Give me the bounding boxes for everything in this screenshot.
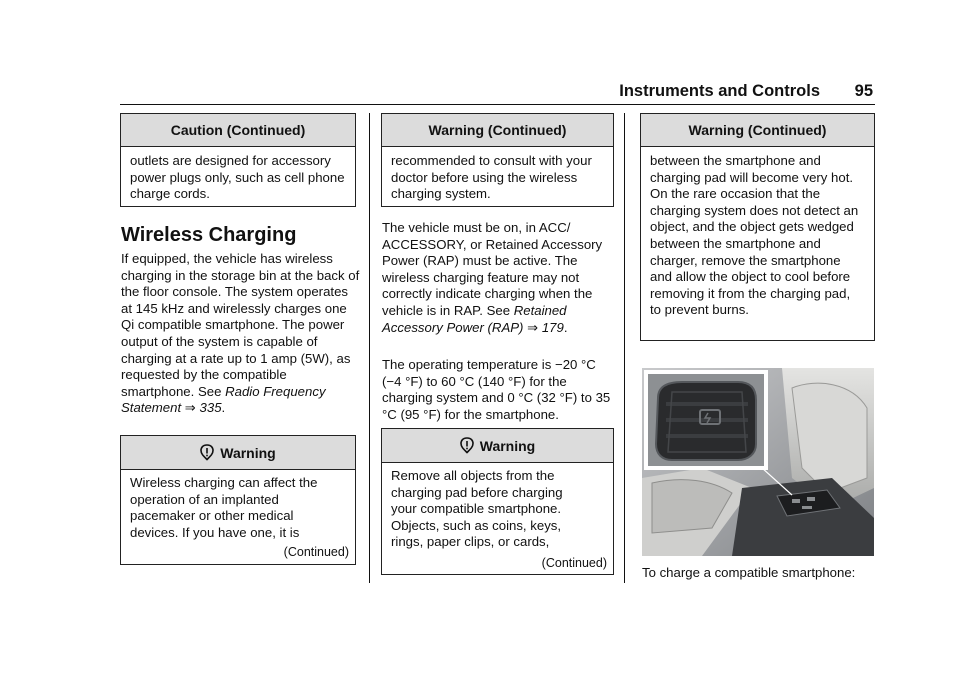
- warning-continued-box: [381, 113, 614, 207]
- operating-temperature-paragraph: The operating temperature is −20 °C (−4 °F) to 60 °C (140 °F) for the charging system and 0 °C (32 °F) to 35 °C (95 °F) for the smartphone.: [382, 357, 611, 422]
- page-header: [615, 82, 875, 104]
- warning-body: Remove all objects from the charging pad before charging your compatible smartphone. Objects, such as coins, keys, rings, paper clips, or cards,: [391, 468, 563, 550]
- page-ref-arrow-icon: ⇒: [527, 319, 539, 335]
- header-rule: [120, 104, 875, 105]
- warning-continued-box-2: [640, 113, 875, 341]
- paragraph-text: If equipped, the vehicle has wireless charging in the storage bin at the back of the floor console. The system operates at 145 kHz and wirelessly charges one Qi compatible smartphone. The power output of the system is capable of charging at a rate up to 1 amp (5W), as requested by the compatible smartphone. See: [121, 251, 360, 399]
- warning-continued-title: Warning (Continued): [641, 114, 874, 147]
- photo-caption: To charge a compatible smartphone:: [642, 565, 856, 580]
- page-ref-number[interactable]: 179: [541, 319, 564, 335]
- warning-continued-body: recommended to consult with your doctor before using the wireless charging system.: [391, 153, 592, 202]
- page-number: 95: [854, 82, 873, 100]
- warning-continued-title: Warning (Continued): [382, 114, 613, 147]
- continued-label: (Continued): [283, 545, 349, 559]
- sentence-end: .: [221, 400, 226, 416]
- warning-body: Wireless charging can affect the operation of an implanted pacemaker or other medical devices. If you have one, it is: [130, 475, 318, 540]
- warning-title: Warning: [479, 438, 536, 454]
- column-divider-1: [369, 113, 370, 583]
- continued-label: (Continued): [541, 556, 607, 570]
- warning-header: [382, 429, 613, 463]
- warning-continued-body: between the smartphone and charging pad will become very hot. On the rare occasion that the charging system does not detect an object, and the object gets wedged between the smartphone and charger, remove the smartphone and allow the object to cool before removing it from the charging pad, to prevent burns.: [650, 153, 859, 318]
- caution-title: Caution (Continued): [121, 114, 355, 147]
- paragraph-text: The vehicle must be on, in ACC/ ACCESSORY, or Retained Accessory Power (RAP) must be active. The wireless charging feature may not correctly indicate charging when the vehicle is in RAP. See: [382, 220, 603, 318]
- warning-icon: [460, 432, 474, 466]
- page-ref-arrow-icon: ⇒: [184, 400, 196, 416]
- warning-title: Warning: [220, 445, 276, 461]
- caution-continued-box: [120, 113, 356, 207]
- column-divider-2: [624, 113, 625, 583]
- warning-box-2: [381, 428, 614, 575]
- sentence-end: .: [563, 319, 568, 335]
- section-heading: Wireless Charging: [121, 224, 297, 246]
- wireless-charging-paragraph: [121, 251, 361, 417]
- radio-frequency-link[interactable]: Radio Frequency Statement: [121, 383, 326, 416]
- warning-icon: [200, 439, 214, 473]
- header-title: Instruments and Controls: [619, 82, 820, 100]
- rap-link[interactable]: Retained Accessory Power (RAP): [382, 302, 567, 335]
- wireless-charger-photo: [642, 368, 874, 556]
- warning-header: [121, 436, 355, 470]
- warning-box-1: [120, 435, 356, 565]
- page-ref-number[interactable]: 335: [199, 400, 222, 416]
- caution-body: outlets are designed for accessory power plugs only, such as cell phone charge cords.: [130, 153, 345, 202]
- vehicle-on-paragraph: [382, 220, 618, 336]
